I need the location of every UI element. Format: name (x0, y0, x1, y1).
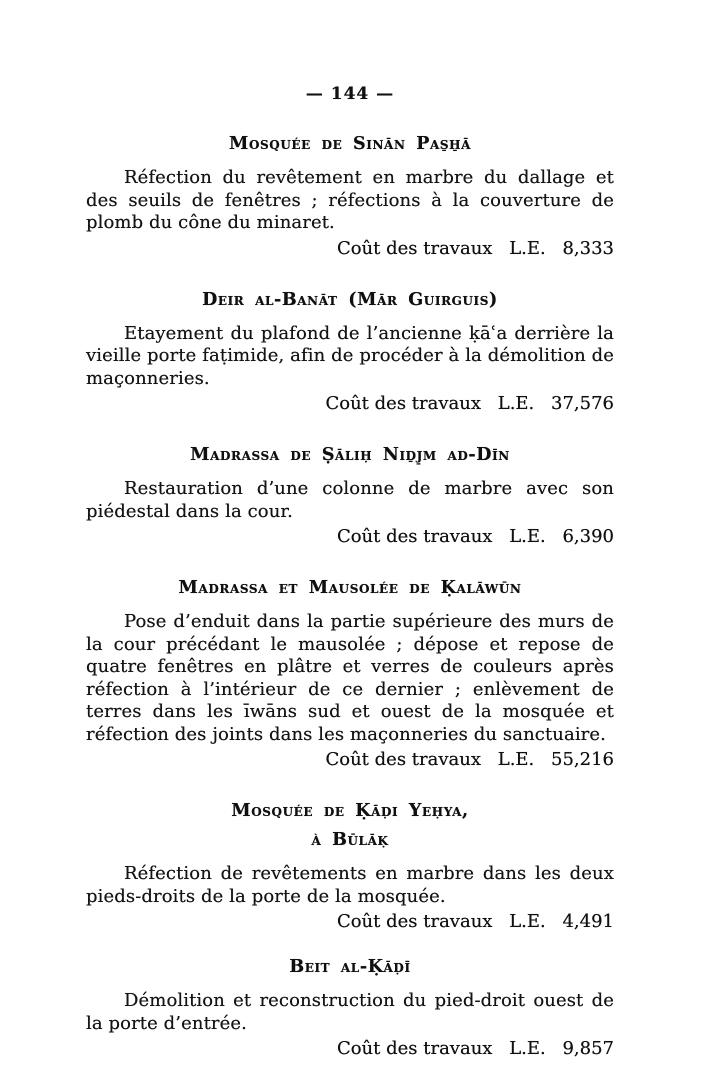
section-mosquee-sinan-pasha (86, 130, 614, 260)
cost-amount: 6,390 (562, 526, 614, 547)
cost-currency: L.E. (509, 911, 546, 932)
cost-currency: L.E. (509, 526, 546, 547)
cost-amount: 8,333 (562, 237, 614, 259)
section-body: Pose d’enduit dans la partie supérieure des murs de la cour précédant le mausolée ; dépose et repose de quatre fenêtres en plâtre et verres de couleurs après réfection à l’intérieur de ce dernier ; enlèvement de terres dans les īwāns sud et ouest de la mosquée et réfection des joints dans les maçonneries du sanctuaire. (86, 611, 614, 745)
section-heading (86, 286, 614, 315)
section-madrassa-salih-nidjm-ad-din (86, 441, 614, 548)
section-body: Etayement du plafond de l’ancienne ḳāʿa derrière la vieille porte faṭimide, afin de procéder à la démolition de maçonneries. (86, 322, 614, 389)
cost-currency: L.E. (497, 749, 535, 770)
section-heading (86, 797, 614, 855)
cost-line (86, 526, 614, 548)
section-heading-line: Deir al-Banāt (Mār Guirguis) (202, 289, 498, 310)
cost-currency: L.E. (509, 237, 546, 259)
cost-amount: 37,576 (551, 393, 614, 414)
cost-line (86, 911, 614, 933)
cost-line (86, 749, 614, 771)
section-heading-line: Mosquée de Ḳāḍi Yeḥya, (231, 801, 469, 821)
section-beit-al-kadi (86, 953, 614, 1060)
section-heading (86, 441, 614, 470)
section-deir-al-banat (86, 286, 614, 416)
cost-label: Coût des travaux (325, 393, 481, 414)
cost-label: Coût des travaux (336, 526, 493, 547)
cost-currency: L.E. (497, 393, 535, 414)
section-body: Démolition et reconstruction du pied-droit ouest de la porte d’entrée. (86, 990, 614, 1034)
section-body: Réfection de revêtements en marbre dans les deux pieds-droits de la porte de la mosquée. (86, 863, 614, 907)
cost-label: Coût des travaux (336, 1038, 493, 1059)
section-body: Restauration d’une colonne de marbre avec son piédestal dans la cour. (86, 478, 614, 522)
section-mosquee-kadi-yehya-bulak (86, 797, 614, 933)
cost-amount: 9,857 (562, 1038, 614, 1059)
section-heading-line: Madrassa de Ṣāliḥ Niḏj̱m ad-Dīn (190, 445, 510, 465)
cost-line (86, 1038, 614, 1060)
section-heading-line: Beit al-Ḳāḍī (289, 957, 411, 977)
cost-currency: L.E. (509, 1038, 546, 1059)
section-heading-line: Madrassa et Mausolée de Ḳalāwūn (178, 578, 522, 598)
cost-amount: 4,491 (562, 911, 614, 932)
section-heading-line: Mosquée de Sinān Pas̱ẖā (228, 134, 471, 154)
cost-label: Coût des travaux (336, 237, 493, 259)
cost-line (86, 238, 614, 260)
cost-amount: 55,216 (551, 749, 614, 770)
cost-label: Coût des travaux (336, 911, 493, 932)
section-heading (86, 574, 614, 603)
section-heading-line2: à Būlāḳ (311, 830, 389, 850)
section-body: Réfection du revêtement en marbre du dallage et des seuils de fenêtres ; réfections à la couverture de plomb du cône du minaret. (86, 167, 614, 233)
section-heading (86, 953, 614, 982)
cost-label: Coût des travaux (325, 749, 481, 770)
page-number: — 144 — (305, 84, 395, 104)
section-heading (86, 130, 614, 159)
cost-line (86, 393, 614, 415)
section-madrassa-mausolee-kalawun (86, 574, 614, 771)
